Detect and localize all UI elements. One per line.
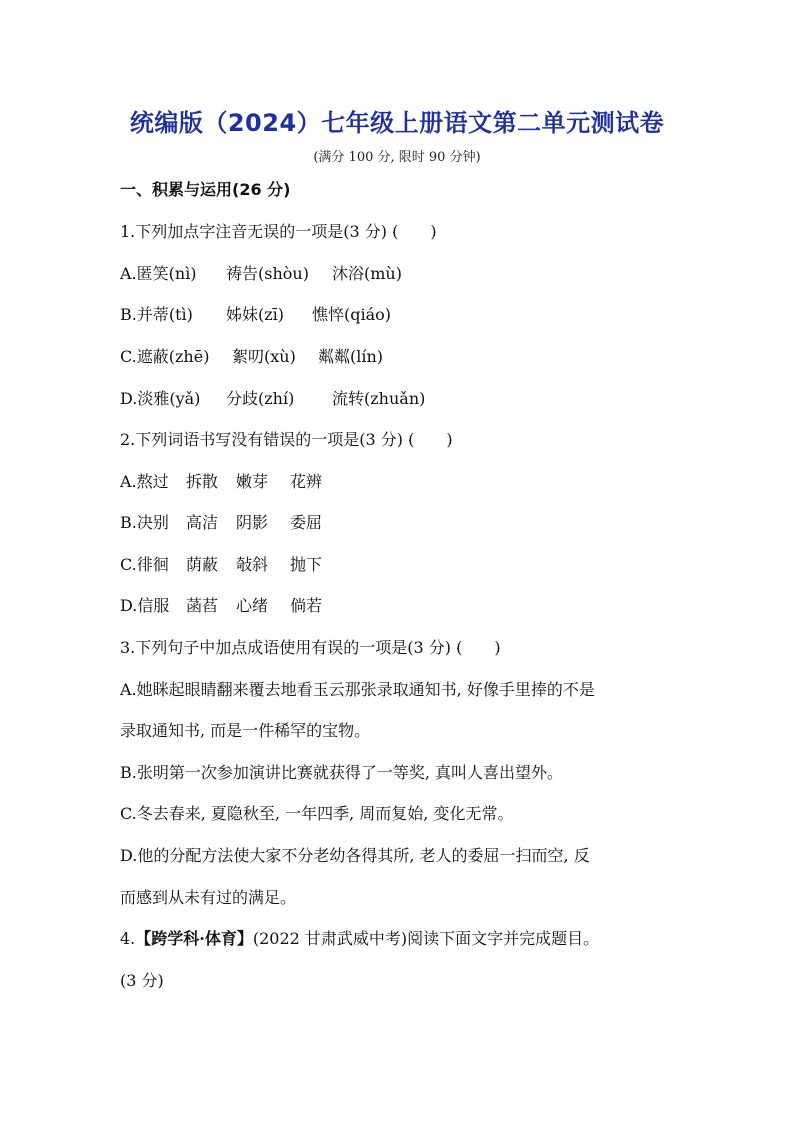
- question-3-option-c: C.冬去春来, 夏隐秋至, 一年四季, 周而复始, 变化无常。: [120, 804, 514, 823]
- question-3-option-b: B.张明第一次参加演讲比赛就获得了一等奖, 真叫人喜出望外。: [120, 763, 564, 782]
- option-term: A.匿笑(nì): [120, 264, 197, 283]
- option-term: 嫩芽: [236, 472, 269, 491]
- option-term: 沐浴(mù): [332, 264, 402, 283]
- option-term: A.熬过: [120, 472, 169, 491]
- question-2-option-c: [120, 555, 680, 575]
- question-1-option-c: [120, 347, 680, 367]
- question-2-option-a: [120, 472, 680, 492]
- option-term: 姊妹(zī): [226, 305, 285, 324]
- option-term: 粼粼(lín): [318, 347, 384, 366]
- question-3-option-a: A.她眯起眼睛翻来覆去地看玉云那张录取通知书, 好像手里捧的不是: [120, 680, 595, 699]
- question-4-score: (3 分): [120, 971, 164, 990]
- option-term: 心绪: [236, 596, 269, 615]
- question-4-stem: [120, 929, 680, 949]
- question-text: (2022 甘肃武威中考)阅读下面文字并完成题目。: [252, 929, 600, 948]
- question-3-stem: 3.下列句子中加点成语使用有误的一项是(3 分) ( ): [120, 638, 501, 657]
- option-term: 敧斜: [236, 555, 269, 574]
- page-title: 统编版（2024）七年级上册语文第二单元测试卷: [129, 109, 665, 137]
- option-term: 憔悴(qiáo): [312, 305, 392, 324]
- option-term: C.遮蔽(zhē): [120, 347, 210, 366]
- question-2-option-b: [120, 513, 680, 533]
- question-1-stem: 1.下列加点字注音无误的一项是(3 分) ( ): [120, 222, 437, 241]
- question-3-option-d-continued: 而感到从未有过的满足。: [120, 888, 297, 907]
- option-term: 高洁: [186, 513, 219, 532]
- option-term: 流转(zhuǎn): [332, 389, 426, 408]
- option-term: D.淡雅(yǎ): [120, 389, 201, 408]
- question-number: 4.: [120, 929, 136, 948]
- option-term: D.信服: [120, 596, 170, 615]
- option-term: 花辨: [290, 472, 323, 491]
- option-term: B.并蒂(tì): [120, 305, 193, 324]
- option-term: 荫蔽: [186, 555, 219, 574]
- question-3-option-d: D.他的分配方法使大家不分老幼各得其所, 老人的委屈一扫而空, 反: [120, 846, 590, 865]
- question-2-stem: 2.下列词语书写没有错误的一项是(3 分) ( ): [120, 430, 453, 449]
- option-term: 祷告(shòu): [226, 264, 309, 283]
- subject-tag: 【跨学科·体育】: [135, 929, 253, 948]
- option-term: 分歧(zhí): [226, 389, 295, 408]
- question-1-option-a: [120, 264, 680, 284]
- option-term: 絮叨(xù): [232, 347, 296, 366]
- option-term: 阴影: [236, 513, 269, 532]
- question-2-option-d: [120, 596, 680, 616]
- question-3-option-a-continued: 录取通知书, 而是一件稀罕的宝物。: [120, 721, 371, 740]
- option-term: C.徘徊: [120, 555, 169, 574]
- question-1-option-d: [120, 389, 680, 409]
- question-1-option-b: [120, 305, 680, 325]
- option-term: 菡萏: [186, 596, 219, 615]
- option-term: B.决别: [120, 513, 169, 532]
- page-subtitle: (满分 100 分, 限时 90 分钟): [313, 150, 481, 165]
- option-term: 倘若: [290, 596, 323, 615]
- option-term: 拆散: [186, 472, 219, 491]
- option-term: 抛下: [290, 555, 323, 574]
- option-term: 委屈: [290, 513, 323, 532]
- section-heading: 一、积累与运用(26 分): [120, 180, 291, 199]
